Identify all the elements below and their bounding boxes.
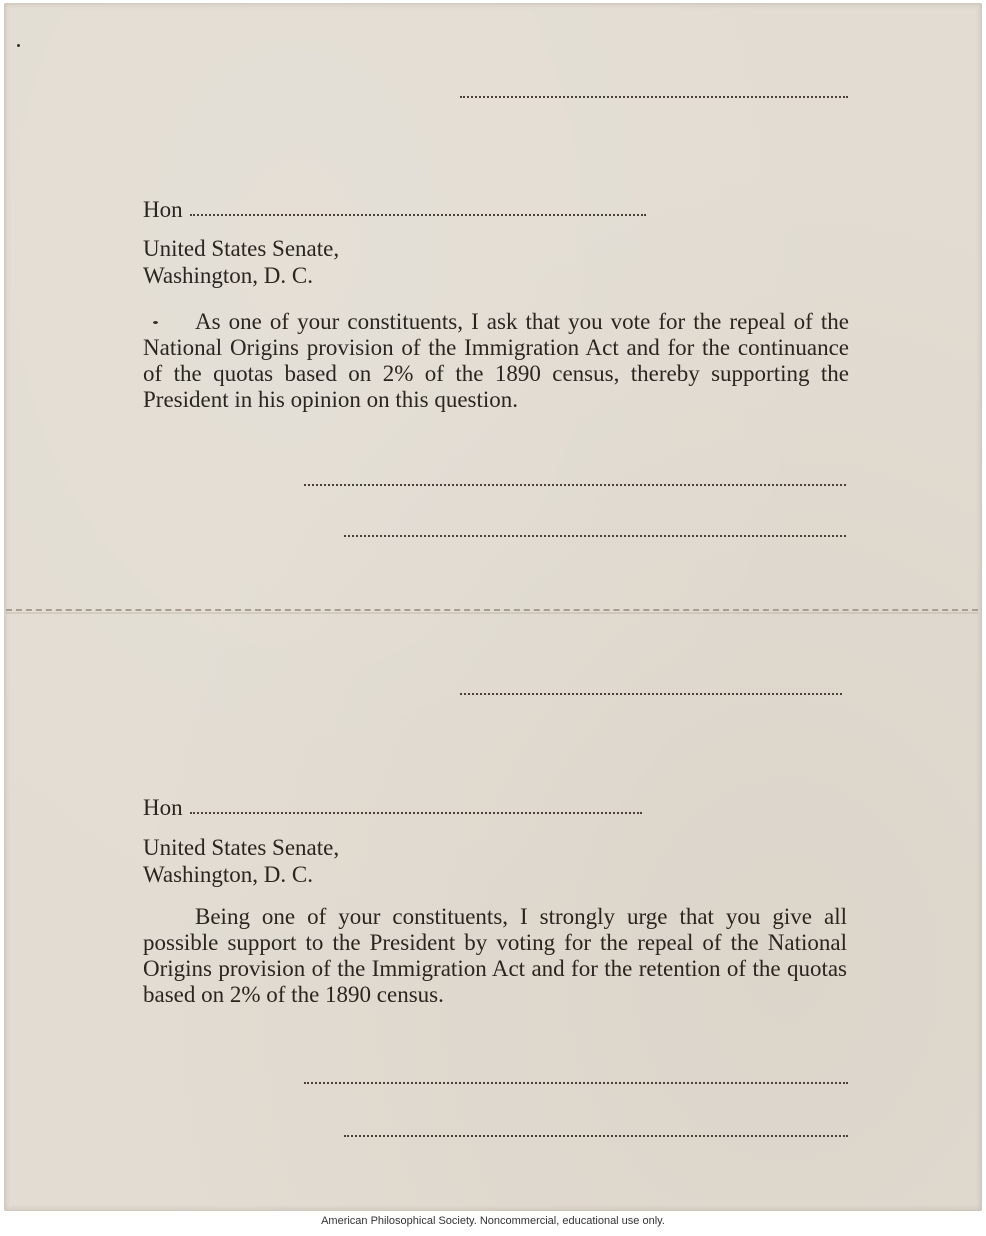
signature-line-top xyxy=(304,484,846,486)
ink-speck xyxy=(17,44,20,47)
address-line1-top: United States Senate, xyxy=(143,236,340,261)
hon-name-line-top xyxy=(190,214,646,216)
address-line1-bottom: United States Senate, xyxy=(143,835,340,860)
letter-body-top xyxy=(143,309,849,413)
date-line-top xyxy=(460,96,848,98)
hon-name-line-bottom xyxy=(190,812,642,814)
footer-credit: American Philosophical Society. Noncommercial, educational use only. xyxy=(321,1215,665,1227)
fold-shadow xyxy=(6,612,978,614)
address-line2-top: Washington, D. C. xyxy=(143,263,314,288)
address-line2-bottom: Washington, D. C. xyxy=(143,862,314,887)
hon-label-bottom: Hon xyxy=(143,795,183,820)
signature-line-bottom xyxy=(304,1082,848,1084)
perforation-fold xyxy=(6,609,978,611)
date-line-bottom xyxy=(460,693,842,695)
letter-body-bottom xyxy=(143,904,847,1008)
letter-body-bottom-text: Being one of your constituents, I strongly urge that you give all possible support to the President by voting for the repeal of the National Origins provision of the Immigration Act and for the retention of the quotas based on 2% of the 1890 census. xyxy=(143,904,847,1007)
hon-label-top: Hon xyxy=(143,197,183,222)
paper-sheet xyxy=(4,3,982,1211)
address-signature-line-top xyxy=(344,535,846,537)
letter-body-top-text: As one of your constituents, I ask that you vote for the repeal of the National Origins provision of the Immigration Act and for the continuance of the quotas based on 2% of the 1890 census, thereby supporting the President in his opinion on this question. xyxy=(143,309,849,412)
address-signature-line-bottom xyxy=(344,1135,848,1137)
